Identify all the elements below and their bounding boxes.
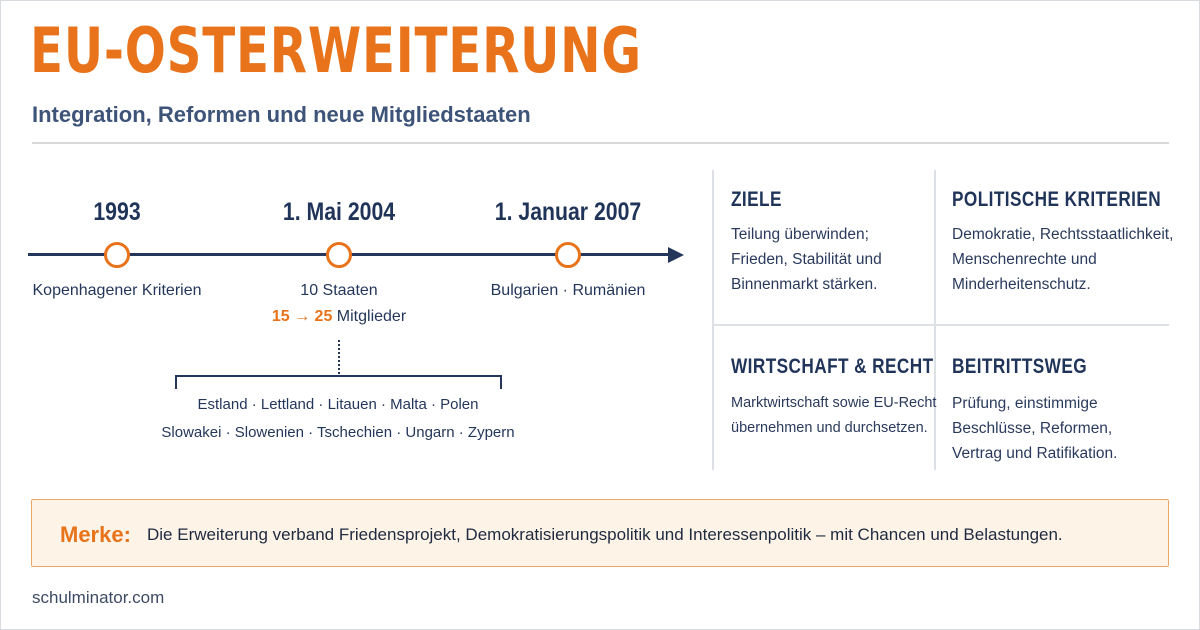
wirtschaft-recht-text: Marktwirtschaft sowie EU-Recht übernehmen und durchsetzen. — [731, 395, 937, 436]
timeline-node-2007 — [555, 242, 581, 268]
timeline-label-2007: Bulgarien · Rumänien — [490, 282, 646, 299]
wirtschaft-recht-heading: WIRTSCHAFT & RECHT — [731, 355, 934, 378]
footer-site: schulminator.com — [32, 588, 165, 607]
timeline-year-1993: 1993 — [93, 198, 141, 226]
page-title: EU-OSTERWEITERUNG — [30, 14, 642, 87]
arrow-right-icon — [668, 247, 684, 263]
timeline-label-1993: Kopenhagener Kriterien — [32, 282, 202, 299]
politische-kriterien-heading: POLITISCHE KRITERIEN — [952, 188, 1162, 211]
member-count-to: 25 — [314, 308, 333, 325]
header-divider — [32, 142, 1169, 144]
grid-divider-left — [712, 170, 714, 470]
ziele-heading: ZIELE — [731, 188, 782, 211]
politische-kriterien-text: Demokratie, Rechtsstaatlichkeit, Menschenrechte und Minderheitenschutz. — [952, 226, 1174, 293]
member-count-from: 15 — [271, 308, 290, 325]
timeline-label-2004: 10 Staaten — [300, 282, 378, 299]
dotted-connector — [338, 340, 340, 374]
grid-divider-middle — [712, 324, 1169, 326]
timeline-node-1993 — [104, 242, 130, 268]
note-box — [31, 499, 1169, 567]
timeline-node-2004 — [326, 242, 352, 268]
countries-line-2: Slowakei · Slowenien · Tschechien · Ungarn · Zypern — [161, 424, 515, 441]
member-count-arrow: → — [294, 308, 311, 325]
member-count-suffix: Mitglieder — [336, 308, 407, 325]
countries-bracket — [175, 375, 502, 389]
countries-line-1: Estland · Lettland · Litauen · Malta · Polen — [197, 396, 479, 413]
timeline-year-2004: 1. Mai 2004 — [282, 198, 396, 226]
page-subtitle: Integration, Reformen und neue Mitgliedstaaten — [32, 102, 531, 127]
note-text: Die Erweiterung verband Friedensprojekt, Demokratisierungspolitik und Interessenpolitik – mit Chancen und Belastungen. — [147, 525, 1063, 544]
beitrittsweg-text: Prüfung, einstimmige Beschlüsse, Reformen, Vertrag und Ratifikation. — [952, 395, 1118, 462]
timeline-year-2007: 1. Januar 2007 — [494, 198, 642, 226]
ziele-text: Teilung überwinden; Frieden, Stabilität und Binnenmarkt stärken. — [731, 226, 882, 293]
member-count — [272, 308, 406, 326]
beitrittsweg-heading: BEITRITTSWEG — [952, 355, 1088, 378]
note-label: Merke: — [60, 522, 131, 547]
